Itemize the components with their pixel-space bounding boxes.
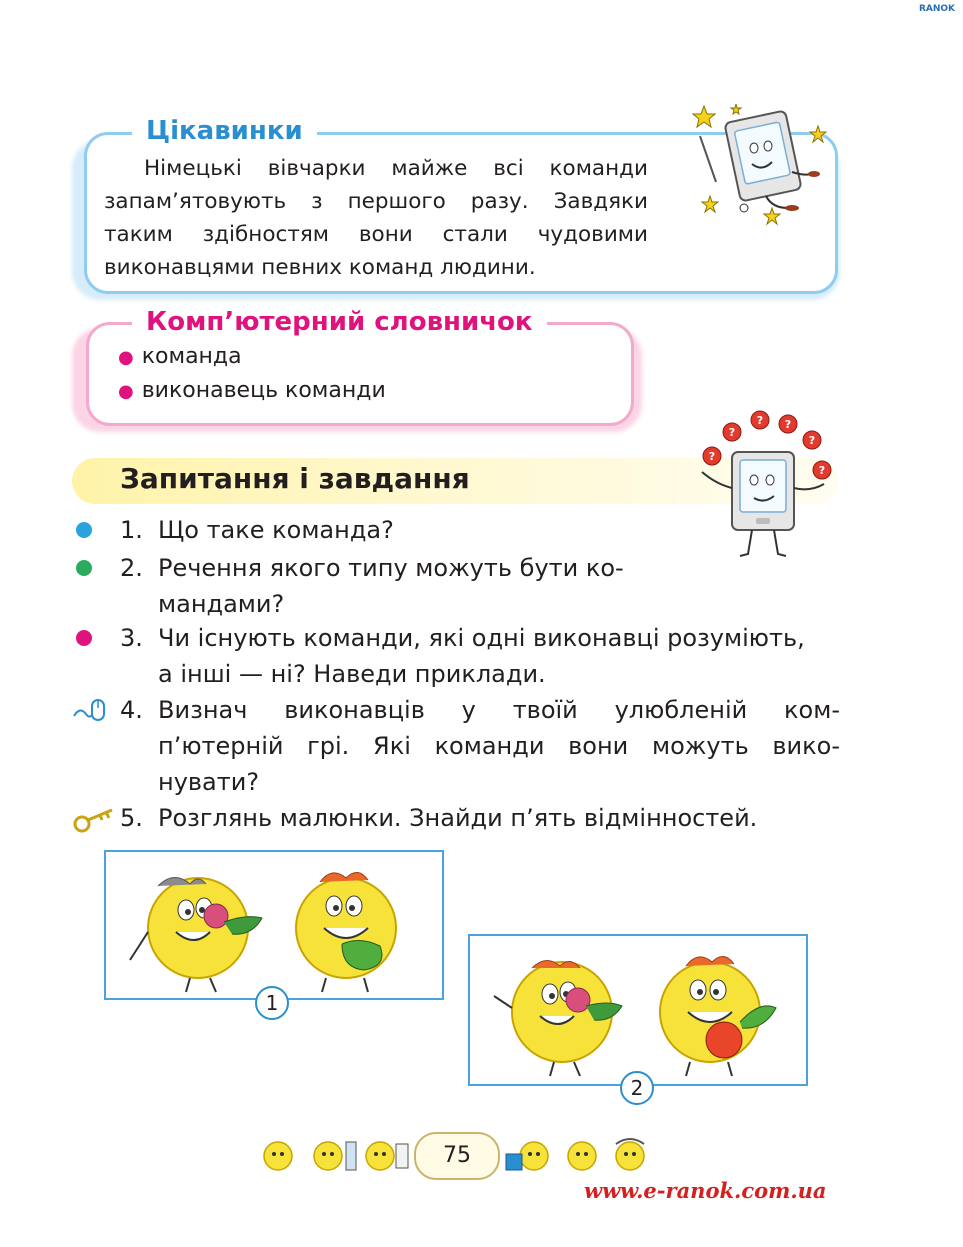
smiley-characters-illustration <box>106 852 442 998</box>
glossary-item: ● виконавець команди <box>118 378 386 403</box>
picture-1-frame <box>104 850 444 1000</box>
svg-text:?: ? <box>708 450 716 463</box>
question-item-5: 5. Розглянь малюнки. Знайди п’ять відмінностей. <box>120 804 758 832</box>
question-item-4: 4. Визнач виконавців у твоїй улюбленій ком- п’ютерній грі. Які команди вони можуть вико- нувати? <box>120 696 840 796</box>
bullet-icon: ● <box>118 381 134 402</box>
question-2-marker-dot <box>76 560 92 576</box>
question-3-marker-dot <box>76 630 92 646</box>
publisher-url[interactable]: www.e-ranok.com.ua <box>584 1178 827 1203</box>
glossary-box <box>86 322 634 426</box>
publisher-logo: RANOK <box>918 4 955 14</box>
svg-text:?: ? <box>808 434 816 447</box>
svg-text:?: ? <box>784 418 792 431</box>
question-item-2: 2. Речення якого типу можуть бути ко- мандами? <box>120 554 624 618</box>
facts-text: Німецькі вівчарки майже всі команди запам’ятовують з першого разу. Завдяки таким здібностям вони стали чудовими виконавцями певних команд людини. <box>104 156 648 280</box>
question-item-1: 1. Що таке команда? <box>120 516 394 544</box>
questions-title: Запитання і завдання <box>120 462 470 495</box>
tablet-magician-illustration <box>680 96 830 236</box>
picture-2-frame <box>468 934 808 1086</box>
key-icon <box>72 806 116 834</box>
svg-text:?: ? <box>728 426 736 439</box>
smiley-characters-illustration <box>470 936 806 1084</box>
bullet-icon: ● <box>118 347 134 368</box>
glossary-title: Комп’ютерний словничок <box>132 307 547 337</box>
footer-smileys-left-decoration <box>258 1134 412 1176</box>
svg-text:?: ? <box>818 464 826 477</box>
question-item-3: 3. Чи існують команди, які одні виконавці розуміють, а інші — ні? Наведи приклади. <box>120 624 805 688</box>
svg-text:?: ? <box>756 414 764 427</box>
glossary-item: ● команда <box>118 344 242 369</box>
footer-smileys-right-decoration <box>504 1134 654 1176</box>
picture-1-label: 1 <box>255 986 289 1020</box>
facts-title: Цікавинки <box>132 116 317 146</box>
question-1-marker-dot <box>76 522 92 538</box>
mouse-icon <box>72 696 108 726</box>
page-number: 75 <box>414 1132 500 1180</box>
picture-2-label: 2 <box>620 1071 654 1105</box>
